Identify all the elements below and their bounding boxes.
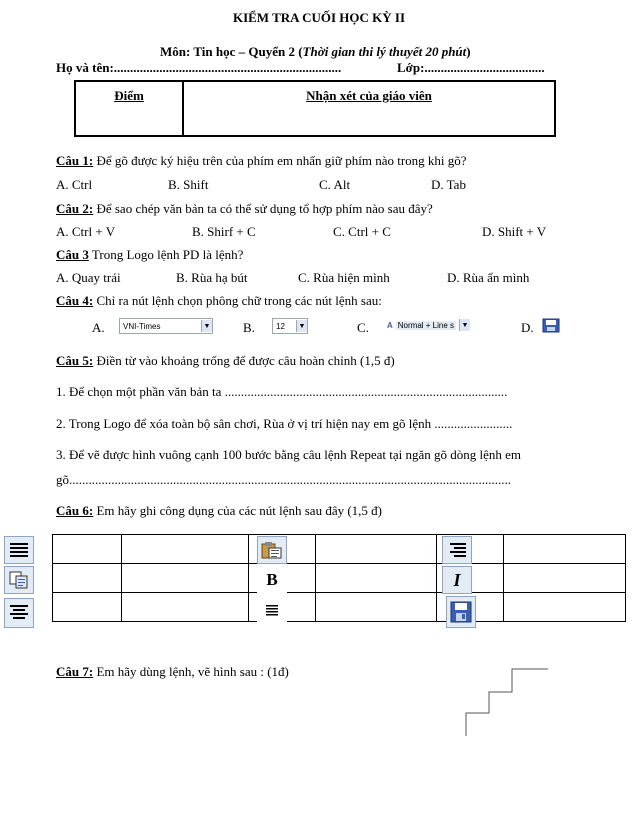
question-3-text: Trong Logo lệnh PD là lệnh? [88,247,244,262]
class-field[interactable]: Lớp:..................................... [397,60,545,75]
q4-option-d: D. [521,320,534,335]
q1-option-a: A. Ctrl [56,177,93,192]
answer-cell[interactable] [122,564,249,593]
q5-item-1: 1. Để chọn một phần văn bản ta ....................................................................................... [56,384,508,399]
answer-cell[interactable] [53,564,122,593]
question-7-text: Em hãy dùng lệnh, vẽ hình sau : (1đ) [93,664,289,679]
exam-title: KIỂM TRA CUỐI HỌC KỲ II [232,10,406,25]
question-4-text: Chỉ ra nút lệnh chọn phông chữ trong các nút lệnh sau: [93,293,382,308]
question-1-text: Để gõ được ký hiệu trên của phím em nhấn giữ phím nào trong khi gõ? [93,153,467,168]
question-2-label: Câu 2: [56,201,94,216]
answer-cell[interactable] [53,593,122,622]
question-3 [56,247,243,263]
save-icon [542,318,560,333]
staircase-path [466,669,548,736]
q1-option-b: B. Shift [168,177,209,192]
q2-option-b: B. Shirf + C [192,224,256,239]
q3-option-b: B. Rùa hạ bút [176,270,248,285]
student-name-field[interactable]: Họ và tên:...................................................................... [56,60,342,75]
q5-item-3: 3. Để vẽ được hình vuông cạnh 100 bước bằng câu lệnh Repeat tại ngăn gõ dòng lệnh em [56,447,522,462]
center-align-icon [4,598,34,628]
font-size-box [272,318,308,334]
teacher-comment-cell: Nhận xét của giáo viên [183,81,555,136]
q5-item-3-answer: gõ........................................................................................................................................ [56,472,511,487]
style-icon: A [387,320,393,330]
q2-option-d: D. Shift + V [482,224,547,239]
question-4 [56,293,382,309]
answer-cell[interactable] [53,535,122,564]
save-icon [446,596,476,628]
q1-option-d: D. Tab [431,177,466,192]
question-7 [56,664,289,680]
question-6-text: Em hãy ghi công dụng của các nút lệnh sau đây (1,5 đ) [93,503,383,518]
table-row [53,535,626,564]
answer-cell[interactable] [504,564,626,593]
q2-option-c: C. Ctrl + C [333,224,391,239]
subject-suffix: ) [466,44,471,59]
align-right-icon [442,536,472,564]
italic-icon: I [442,566,472,594]
q4-option-c: C. [357,320,369,335]
command-table [52,534,626,622]
answer-cell[interactable] [122,535,249,564]
answer-cell[interactable] [316,535,437,564]
q3-option-c: C. Rùa hiện mình [298,270,390,285]
answer-cell[interactable] [316,564,437,593]
question-6-label: Câu 6: [56,503,94,518]
font-name-value: VNI-Times [123,321,161,331]
q4-option-b: B. [243,320,255,335]
answer-cell[interactable] [504,535,626,564]
question-4-label: Câu 4: [56,293,94,308]
question-2-text: Để sao chép văn bản ta có thể sử dụng tổ hợp phím nào sau đây? [93,201,433,216]
chevron-down-icon: ▼ [296,320,307,332]
score-cell: Điểm [75,81,183,136]
question-5-text: Điền từ vào khoảng trống để được câu hoàn chỉnh (1,5 đ) [93,353,395,368]
table-row [53,564,626,593]
table-row [53,593,626,622]
subject-prefix: Môn: Tin học – Quyển 2 ( [160,44,303,59]
q4-option-a: A. [92,320,105,335]
question-5 [56,353,395,369]
subject-line [160,44,471,60]
q3-option-d: D. Rùa ẩn mình [447,270,530,285]
subject-time: Thời gian thi lý thuyết 20 phút [302,44,467,59]
answer-cell[interactable] [504,593,626,622]
question-3-label: Câu 3 [56,247,89,262]
answer-cell[interactable] [316,593,437,622]
q2-option-a: A. Ctrl + V [56,224,116,239]
copy-icon [4,566,34,594]
question-6 [56,503,382,519]
q1-option-c: C. Alt [319,177,351,192]
question-2 [56,201,433,217]
question-5-label: Câu 5: [56,353,94,368]
align-justify-icon [4,536,34,564]
staircase-figure [460,664,552,738]
q5-item-2: 2. Trong Logo để xóa toàn bộ sân chơi, Rùa ở vị trí hiện nay em gõ lệnh ........................ [56,416,513,431]
style-box [384,318,470,332]
answer-cell[interactable] [122,593,249,622]
chevron-down-icon: ▼ [201,320,212,332]
font-name-box [119,318,213,334]
style-value: Normal + Line s [397,320,455,330]
chevron-down-icon: ▼ [459,319,470,331]
font-size-value: 12 [276,321,285,331]
grade-box [74,80,556,137]
question-7-label: Câu 7: [56,664,94,679]
bold-icon: B [257,566,287,594]
question-1 [56,153,467,169]
question-1-label: Câu 1: [56,153,94,168]
paste-icon [257,536,287,564]
q3-option-a: A. Quay trái [56,270,121,285]
align-center-small-icon [257,596,287,624]
